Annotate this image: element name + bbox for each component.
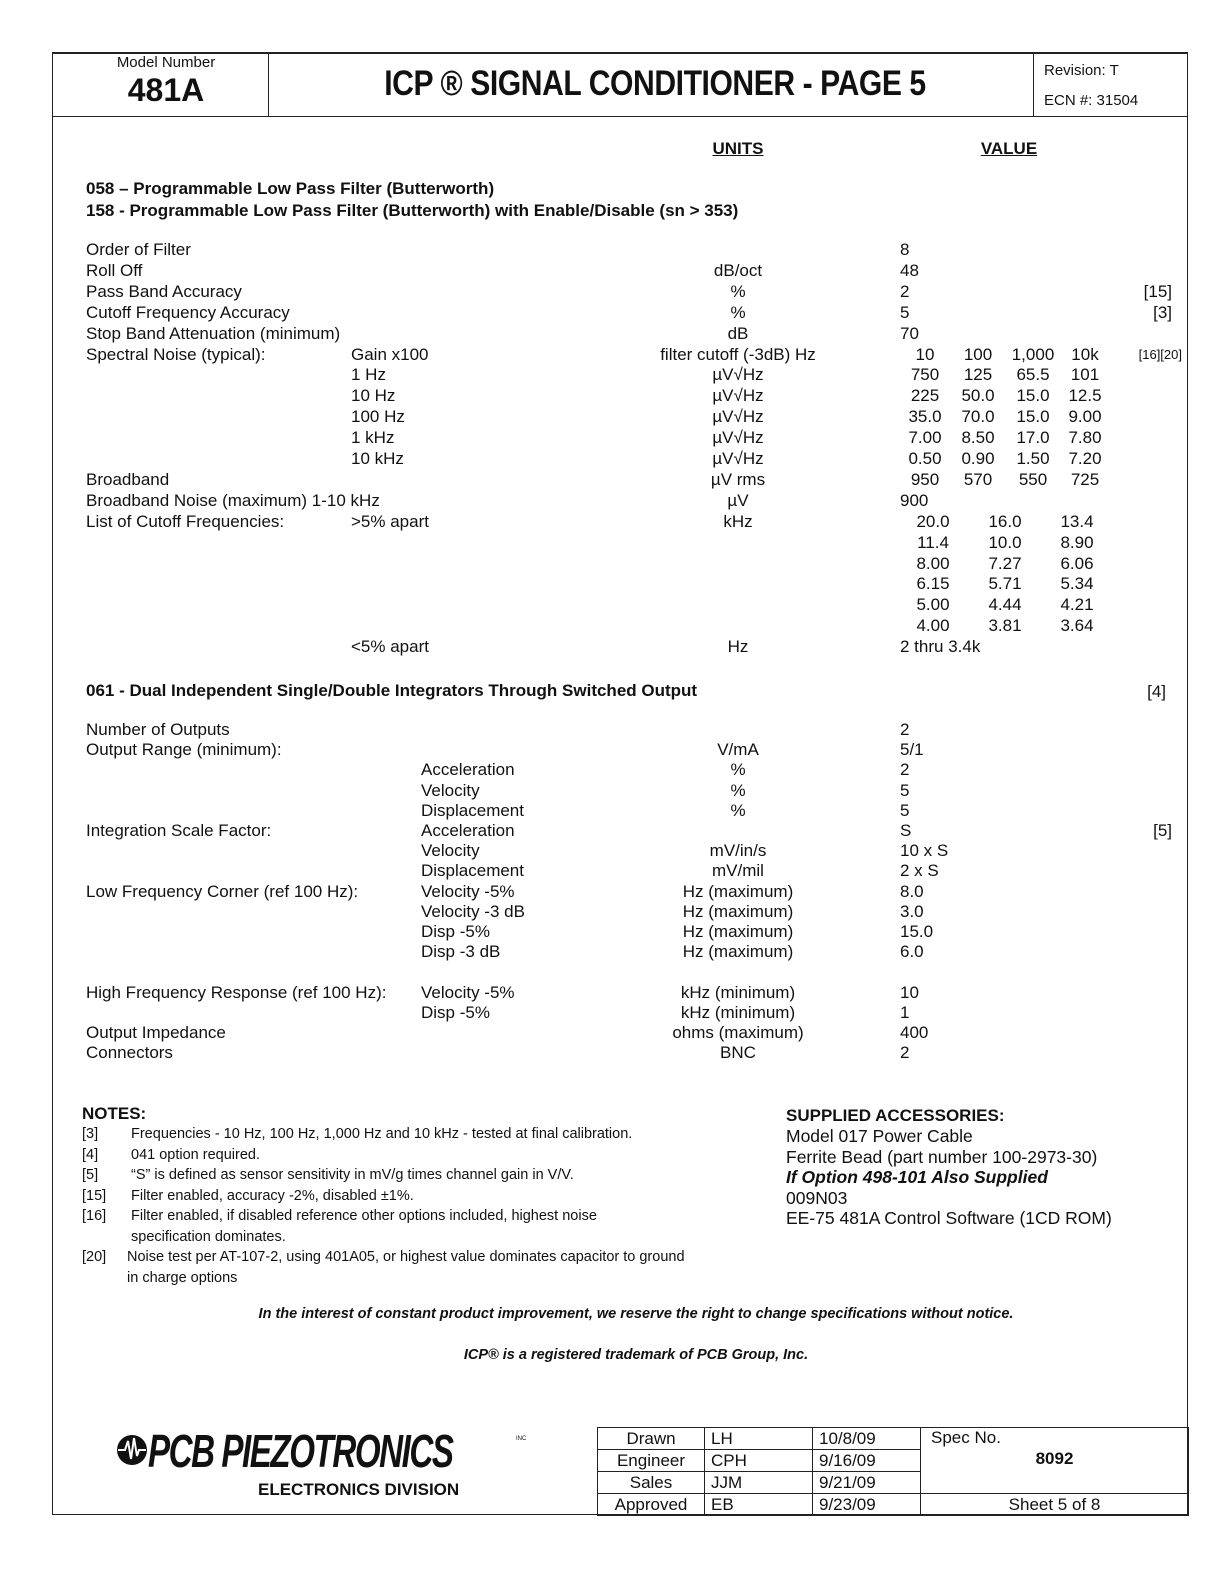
spec-param-label: Connectors xyxy=(86,1043,173,1063)
spec-sub-label: Acceleration xyxy=(421,821,515,840)
note-text: 041 option required. xyxy=(131,1146,260,1163)
spec-sub-label: 1 Hz xyxy=(351,365,386,385)
spec-value: 1,000 xyxy=(1011,344,1055,364)
spec-value: 0.50 xyxy=(908,449,942,468)
spec-param-label: Number of Outputs xyxy=(86,720,230,739)
spec-value: 1.50 xyxy=(1016,449,1050,468)
spec-value: 550 xyxy=(1018,469,1048,489)
spec-value: 6.0 xyxy=(900,942,924,962)
spec-units: mV/in/s xyxy=(709,841,767,861)
spec-param-label: Broadband xyxy=(86,469,170,489)
note-text: specification dominates. xyxy=(131,1228,286,1245)
spec-value: 13.4 xyxy=(1060,511,1094,531)
disclaimer: In the interest of constant product improvement, we reserve the right to change specifications without notice. xyxy=(258,1306,1014,1322)
model-number-label: Model Number xyxy=(116,54,216,71)
spec-sub-label: Disp -5% xyxy=(421,1002,490,1022)
spec-param-label: Stop Band Attenuation (minimum) xyxy=(86,323,341,343)
spec-units: Hz (maximum) xyxy=(682,901,794,921)
spec-value: 5/1 xyxy=(900,740,924,760)
spec-value: 1 xyxy=(900,1002,910,1022)
spec-value: 10 x S xyxy=(900,841,949,861)
spec-value: 8.90 xyxy=(1060,532,1094,552)
ecn-number: ECN #: 31504 xyxy=(1044,92,1139,109)
spec-number: 8092 xyxy=(1035,1449,1074,1468)
section-158-title: 158 - Programmable Low Pass Filter (Butterworth) with Enable/Disable (sn > 353) xyxy=(86,201,739,220)
spec-sub-label: Gain x100 xyxy=(351,344,429,364)
note-ref: [15] xyxy=(82,1187,107,1204)
signoff-date: 9/16/09 xyxy=(813,1450,921,1472)
signoff-date: 9/23/09 xyxy=(813,1494,921,1516)
spec-units: % xyxy=(730,760,746,780)
spec-value: 50.0 xyxy=(961,386,995,406)
spec-value: 5 xyxy=(900,800,910,820)
value-column-header: VALUE xyxy=(980,139,1038,158)
accessory-item: 009N03 xyxy=(786,1187,848,1208)
spec-value: 17.0 xyxy=(1016,428,1050,448)
spec-value: 2 xyxy=(900,281,910,301)
spec-value: S xyxy=(900,821,912,840)
spec-value: 5 xyxy=(900,302,910,322)
spec-value: 7.80 xyxy=(1068,428,1102,448)
spec-value: 570 xyxy=(963,469,993,489)
spec-value: 725 xyxy=(1070,469,1100,489)
spec-value: 400 xyxy=(900,1023,929,1042)
spec-value: 2 thru 3.4k xyxy=(900,637,981,657)
accessory-item: Model 017 Power Cable xyxy=(786,1126,973,1146)
notes-title: NOTES: xyxy=(82,1104,147,1123)
spec-units: dB xyxy=(727,323,749,343)
spec-value: 5.71 xyxy=(988,574,1022,594)
section-061-title: 061 - Dual Independent Single/Double Integrators Through Switched Output xyxy=(86,681,698,700)
signoff-table xyxy=(597,1427,1189,1516)
note-text: Filter enabled, accuracy -2%, disabled ±1%. xyxy=(131,1187,414,1204)
revision: Revision: T xyxy=(1044,62,1119,79)
spec-sub-label: Displacement xyxy=(421,861,524,881)
spec-param-label: Roll Off xyxy=(86,260,143,280)
spec-value: 10.0 xyxy=(988,532,1022,552)
spec-value: 4.21 xyxy=(1060,595,1094,615)
spec-value: 5.00 xyxy=(916,595,950,615)
spec-sub-label: <5% apart xyxy=(351,637,429,657)
note-ref: [4] xyxy=(82,1146,99,1163)
company-name: PCB PIEZOTRONICS xyxy=(148,1425,453,1477)
spec-number-cell xyxy=(921,1428,1189,1494)
spec-value: 10 xyxy=(900,982,919,1002)
spec-note-ref: [16][20] xyxy=(1138,346,1182,362)
spec-value: 6.15 xyxy=(916,574,950,594)
spec-value: 20.0 xyxy=(916,511,950,531)
signoff-date: 9/21/09 xyxy=(813,1472,921,1494)
signoff-row xyxy=(598,1428,1189,1450)
spec-units: µV rms xyxy=(710,469,766,489)
spec-value: 6.06 xyxy=(1060,553,1094,573)
spec-sub-label: Velocity -5% xyxy=(421,881,515,901)
header-divider-right xyxy=(1033,52,1034,116)
signoff-role: Sales xyxy=(598,1472,705,1494)
spec-value: 70 xyxy=(900,323,919,343)
spec-value: 5.34 xyxy=(1060,574,1094,594)
spec-sub-label: Displacement xyxy=(421,800,524,820)
spec-value: 16.0 xyxy=(988,511,1022,531)
spec-value: 15.0 xyxy=(1016,386,1050,406)
spec-value: 2 x S xyxy=(900,861,939,881)
signoff-initials: JJM xyxy=(705,1472,813,1494)
note-ref: [3] xyxy=(82,1126,99,1142)
signoff-role: Approved xyxy=(598,1494,705,1516)
spec-note-ref: [3] xyxy=(1153,302,1172,322)
spec-units: Hz (maximum) xyxy=(682,922,794,941)
accessory-item: Ferrite Bead (part number 100-2973-30) xyxy=(786,1146,1098,1167)
note-text: in charge options xyxy=(127,1269,238,1286)
spec-value: 950 xyxy=(910,469,940,489)
spec-units: % xyxy=(730,800,746,820)
spec-units: Hz xyxy=(727,637,749,657)
spec-value: 100 xyxy=(963,344,993,364)
spec-value: 750 xyxy=(910,365,940,385)
spec-value: 101 xyxy=(1070,365,1100,385)
units-column-header: UNITS xyxy=(712,139,764,158)
spec-value: 2 xyxy=(900,760,910,780)
spec-sub-label: Velocity -3 dB xyxy=(421,901,525,921)
spec-value: 3.64 xyxy=(1060,616,1094,636)
spec-sub-label: Disp -5% xyxy=(421,922,490,941)
spec-sub-label: Velocity xyxy=(421,780,480,800)
spec-units: kHz (minimum) xyxy=(680,1002,796,1022)
section-061-note-ref: [4] xyxy=(1147,682,1166,701)
sheet-number: Sheet 5 of 8 xyxy=(921,1494,1189,1516)
spec-units: kHz xyxy=(723,511,753,531)
spec-sub-label: Acceleration xyxy=(421,760,515,780)
note-text: Noise test per AT-107-2, using 401A05, or highest value dominates capacitor to ground xyxy=(127,1249,685,1265)
spec-value: 7.27 xyxy=(988,553,1022,573)
spec-number-label: Spec No. xyxy=(931,1428,1001,1447)
spec-units: % xyxy=(730,780,746,800)
page-title: ICP ® SIGNAL CONDITIONER - PAGE 5 xyxy=(384,64,926,103)
note-ref: [20] xyxy=(82,1249,107,1265)
page-frame xyxy=(52,52,1188,1515)
spec-units: µV√Hz xyxy=(712,428,764,448)
spec-units: ohms (maximum) xyxy=(672,1023,804,1042)
spec-value: 11.4 xyxy=(917,532,949,552)
header-divider-left xyxy=(268,52,269,116)
signoff-role: Drawn xyxy=(598,1428,705,1450)
spec-value: 10 xyxy=(915,344,935,364)
spec-param-label: Integration Scale Factor: xyxy=(86,821,272,840)
spec-units: filter cutoff (-3dB) Hz xyxy=(660,344,816,364)
accessory-item: EE-75 481A Control Software (1CD ROM) xyxy=(786,1208,1112,1229)
spec-param-label: Output Impedance xyxy=(86,1023,226,1042)
accessories-title: SUPPLIED ACCESSORIES: xyxy=(786,1106,1005,1125)
header-divider xyxy=(52,116,1188,117)
spec-sub-label: 10 kHz xyxy=(351,449,404,468)
spec-sub-label: Disp -3 dB xyxy=(421,942,501,962)
spec-value: 3.81 xyxy=(988,616,1022,636)
trademark-notice: ICP® is a registered trademark of PCB Group, Inc. xyxy=(463,1347,809,1363)
spec-note-ref: [15] xyxy=(1143,281,1172,301)
signoff-date: 10/8/09 xyxy=(813,1428,921,1450)
spec-units: V/mA xyxy=(717,740,759,760)
spec-value: 65.5 xyxy=(1016,365,1050,385)
spec-value: 8.0 xyxy=(900,881,924,901)
spec-sub-label: >5% apart xyxy=(351,511,429,531)
spec-sub-label: Velocity xyxy=(421,841,480,861)
spec-units: mV/mil xyxy=(712,861,764,881)
spec-units: BNC xyxy=(720,1043,756,1063)
spec-sub-label: 100 Hz xyxy=(351,407,405,427)
spec-value: 8.00 xyxy=(916,553,950,573)
signoff-initials: CPH xyxy=(705,1450,813,1472)
note-text: Frequencies - 10 Hz, 100 Hz, 1,000 Hz and 10 kHz - tested at final calibration. xyxy=(131,1126,633,1142)
signoff-role: Engineer xyxy=(598,1450,705,1472)
company-inc: INC xyxy=(516,1436,527,1442)
spec-value: 0.90 xyxy=(961,449,995,468)
spec-param-label: Pass Band Accuracy xyxy=(86,281,242,301)
model-number: 481A xyxy=(127,72,205,108)
spec-value: 48 xyxy=(900,260,919,280)
spec-sub-label: Velocity -5% xyxy=(421,982,515,1002)
spec-sub-label: 1 kHz xyxy=(351,428,395,448)
spec-value: 15.0 xyxy=(900,922,934,941)
spec-units: dB/oct xyxy=(713,260,763,280)
spec-value: 15.0 xyxy=(1016,407,1050,427)
spec-value: 4.00 xyxy=(916,616,950,636)
spec-value: 10k xyxy=(1071,344,1099,364)
spec-value: 900 xyxy=(900,490,929,510)
signoff-initials: LH xyxy=(705,1428,813,1450)
spec-units: % xyxy=(730,302,746,322)
spec-value: 8 xyxy=(900,240,910,259)
spec-param-label: Spectral Noise (typical): xyxy=(86,344,266,364)
spec-value: 2 xyxy=(900,1043,910,1063)
note-ref: [16] xyxy=(82,1208,107,1224)
spec-units: µV√Hz xyxy=(712,365,764,385)
spec-units: kHz (minimum) xyxy=(680,982,796,1002)
spec-value: 225 xyxy=(910,386,940,406)
spec-units: µV√Hz xyxy=(712,449,764,468)
spec-param-label: Cutoff Frequency Accuracy xyxy=(86,302,290,322)
spec-note-ref: [5] xyxy=(1153,821,1172,840)
spec-value: 8.50 xyxy=(961,428,995,448)
spec-param-label: List of Cutoff Frequencies: xyxy=(86,511,285,531)
spec-value: 3.0 xyxy=(900,901,924,921)
spec-value: 35.0 xyxy=(908,407,942,427)
spec-units: % xyxy=(730,281,746,301)
spec-param-label: High Frequency Response (ref 100 Hz): xyxy=(86,982,387,1002)
note-text: “S” is defined as sensor sensitivity in mV/g times channel gain in V/V. xyxy=(131,1167,574,1183)
spec-sub-label: 10 Hz xyxy=(351,386,396,406)
note-text: Filter enabled, if disabled reference other options included, highest noise xyxy=(131,1208,597,1224)
division-name: ELECTRONICS DIVISION xyxy=(258,1480,460,1499)
note-ref: [5] xyxy=(82,1167,99,1183)
spec-value: 125 xyxy=(963,365,993,385)
spec-units: Hz (maximum) xyxy=(682,881,794,901)
spec-units: Hz (maximum) xyxy=(682,942,794,962)
pcb-logo-mark-icon xyxy=(114,1432,150,1468)
spec-param-label: Output Range (minimum): xyxy=(86,740,282,760)
spec-value: 4.44 xyxy=(988,595,1022,615)
signoff-row xyxy=(598,1494,1189,1516)
spec-value: 5 xyxy=(900,780,910,800)
spec-value: 70.0 xyxy=(961,407,995,427)
spec-value: 9.00 xyxy=(1068,407,1102,427)
spec-units: µV xyxy=(727,490,749,510)
signoff-initials: EB xyxy=(705,1494,813,1516)
spec-value: 7.20 xyxy=(1068,449,1102,468)
spec-param-label: Broadband Noise (maximum) 1-10 kHz xyxy=(86,490,380,510)
spec-value: 2 xyxy=(900,720,910,739)
spec-value: 12.5 xyxy=(1068,386,1102,406)
accessory-item: If Option 498-101 Also Supplied xyxy=(786,1167,1048,1188)
spec-param-label: Order of Filter xyxy=(86,240,191,259)
section-058-title: 058 – Programmable Low Pass Filter (Butterworth) xyxy=(86,179,495,198)
spec-units: µV√Hz xyxy=(712,407,764,427)
spec-value: 7.00 xyxy=(908,428,942,448)
spec-param-label: Low Frequency Corner (ref 100 Hz): xyxy=(86,881,359,901)
spec-units: µV√Hz xyxy=(712,386,764,406)
